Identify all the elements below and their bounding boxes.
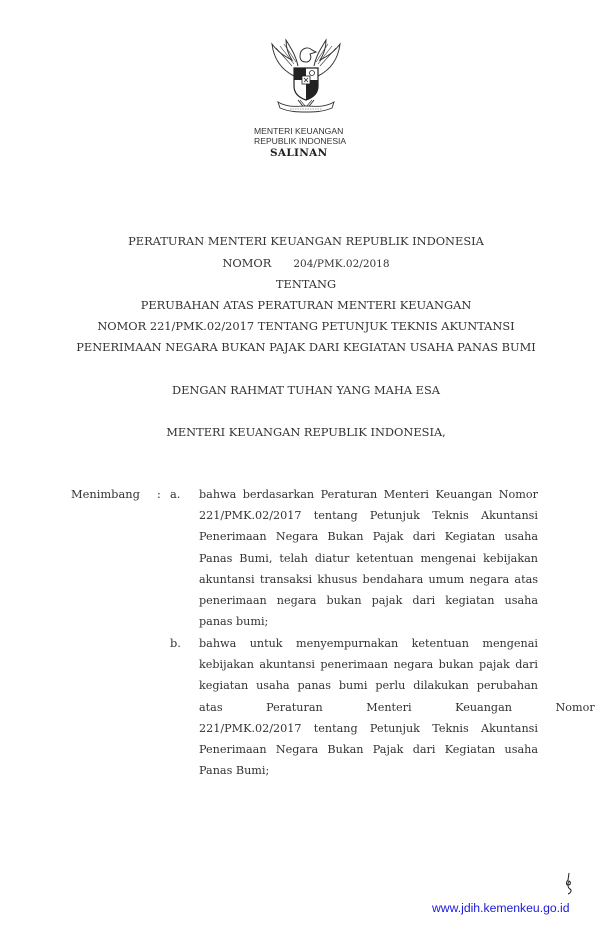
item-a-line: 221/PMK.02/2017 tentang Petunjuk Teknis Akuntansi [199, 509, 538, 523]
garuda-emblem-icon [264, 36, 348, 120]
item-a-letter: a. [170, 487, 181, 501]
item-b-letter: b. [170, 636, 181, 650]
item-b-line: Penerimaan Negara Bukan Pajak dari Kegiatan usaha [199, 742, 538, 756]
subject-line-3: PENERIMAAN NEGARA BUKAN PAJAK DARI KEGIATAN USAHA PANAS BUMI [76, 340, 536, 354]
item-a-line: penerimaan negara bukan pajak dari kegiatan usaha [199, 593, 538, 607]
nomor-value: 204/PMK.02/2018 [293, 258, 390, 270]
subject-line-2: NOMOR 221/PMK.02/2017 TENTANG PETUNJUK TEKNIS AKUNTANSI [97, 319, 515, 333]
item-b-line: Panas Bumi; [199, 764, 270, 778]
tentang-label: TENTANG [275, 277, 337, 291]
ministry-line-2: REPUBLIK INDONESIA [254, 136, 347, 146]
item-a-line: panas bumi; [199, 615, 269, 629]
subject-line-1: PERUBAHAN ATAS PERATURAN MENTERI KEUANGAN [140, 298, 472, 312]
item-b-line: kebijakan akuntansi penerimaan negara bukan pajak dari [199, 658, 538, 672]
nomor-label: NOMOR [222, 256, 272, 270]
authority-line: MENTERI KEUANGAN REPUBLIK INDONESIA, [166, 425, 446, 439]
item-b-line: bahwa untuk menyempurnakan ketentuan mengenai [199, 637, 538, 650]
item-a-text [199, 484, 538, 632]
regulation-title: PERATURAN MENTERI KEUANGAN REPUBLIK INDONESIA [128, 234, 484, 248]
item-a-line: Penerimaan Negara Bukan Pajak dari Kegiatan usaha [199, 530, 538, 544]
item-a-line: akuntansi transaksi khusus bendahara umum negara atas [199, 572, 538, 586]
item-b-line: atas Peraturan Menteri Keuangan Nomor [199, 700, 595, 714]
item-a-line: bahwa berdasarkan Peraturan Menteri Keuangan Nomor [199, 488, 538, 501]
menimbang-label: Menimbang [71, 487, 140, 501]
item-b-line: kegiatan usaha panas bumi perlu dilakukan perubahan [199, 679, 538, 693]
ministry-line-1: MENTERI KEUANGAN [254, 126, 344, 136]
item-a-line: Panas Bumi, telah diatur ketentuan mengenai kebijakan [199, 551, 538, 565]
jdih-website-link[interactable]: www.jdih.kemenkeu.go.id [432, 901, 570, 915]
regulation-number [0, 256, 612, 270]
item-b-line: 221/PMK.02/2017 tentang Petunjuk Teknis Akuntansi [199, 721, 538, 735]
item-b-text [199, 633, 595, 781]
menimbang-colon: : [157, 487, 161, 501]
ministry-header [254, 126, 364, 146]
paraf-signature-icon [563, 872, 575, 896]
invocation: DENGAN RAHMAT TUHAN YANG MAHA ESA [171, 383, 441, 397]
salinan-stamp: SALINAN [270, 147, 328, 159]
